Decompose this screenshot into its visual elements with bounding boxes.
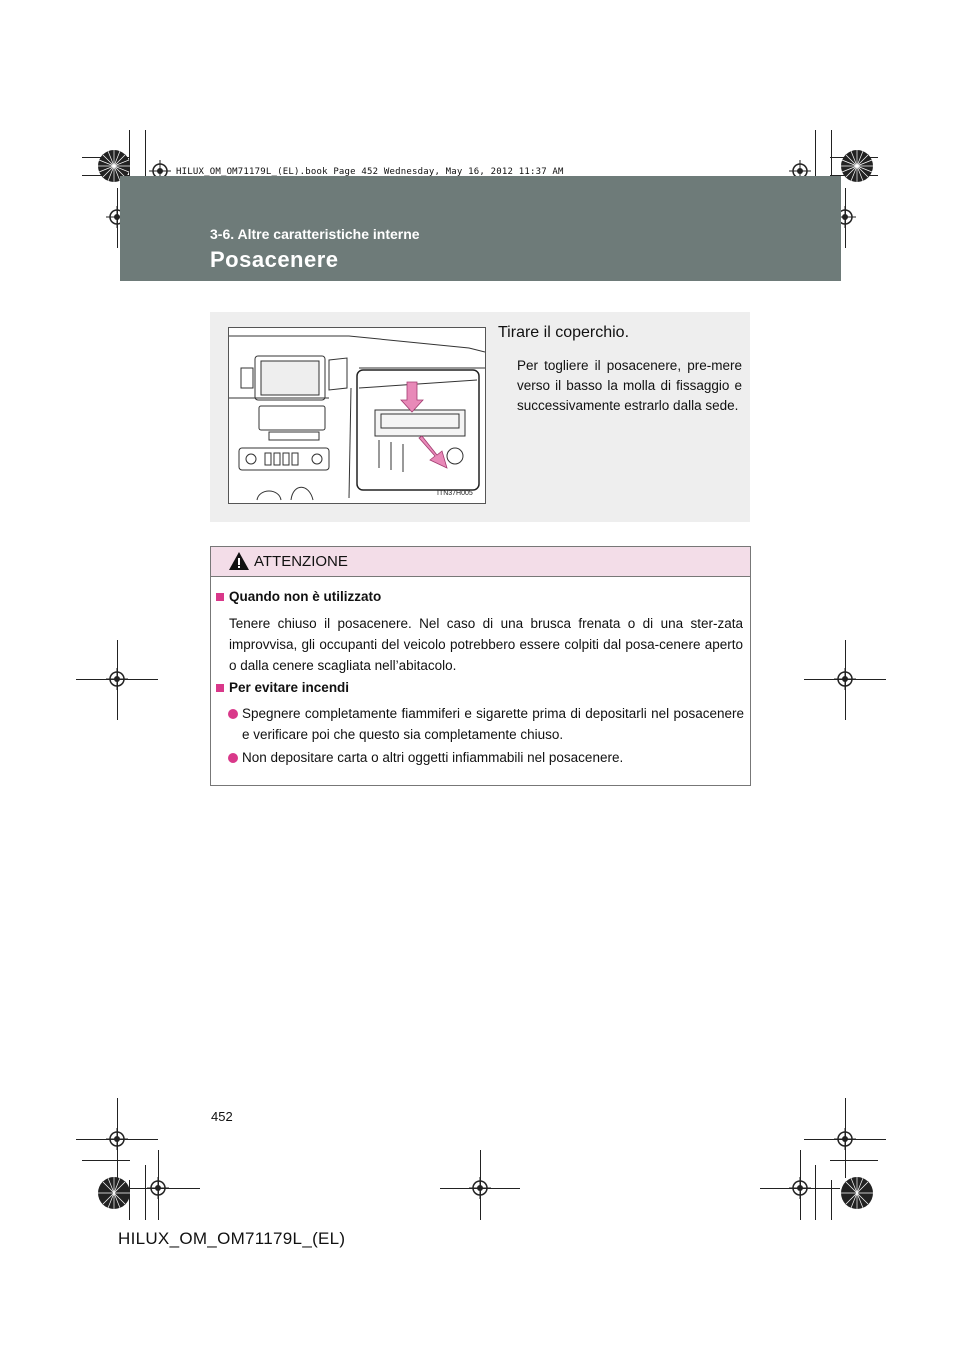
- section-label: 3-6. Altre caratteristiche interne: [210, 226, 420, 242]
- bullet-dot-icon: [228, 709, 238, 719]
- warning-text: Tenere chiuso il posacenere. Nel caso di una brusca frenata o di una ster-zata improvvisa, gli occupanti del veicolo potrebbero essere colpiti dal posa-cenere aperto o dalla cenere scagliata nell’abitacolo.: [229, 616, 743, 673]
- section-square-icon: [216, 593, 224, 601]
- crosshair-mark-icon: [834, 1128, 856, 1150]
- warning-bullet: Non depositare carta o altri oggetti infiammabili nel posacenere.: [242, 750, 624, 765]
- warning-box: [210, 546, 751, 786]
- crosshair-mark-icon: [147, 1177, 169, 1199]
- section-square-icon: [216, 684, 224, 692]
- page-title: Posacenere: [210, 247, 339, 272]
- warning-triangle-icon: [228, 551, 250, 571]
- illustration-code: ITN37H005: [437, 490, 473, 497]
- registration-mark-icon: [96, 1175, 132, 1211]
- registration-mark-icon: [839, 148, 875, 184]
- warning-header: [211, 547, 750, 577]
- warning-title: ATTENZIONE: [254, 553, 348, 570]
- registration-mark-icon: [839, 1175, 875, 1211]
- crosshair-mark-icon: [789, 1177, 811, 1199]
- book-meta: HILUX_OM_OM71179L_(EL).book Page 452 Wednesday, May 16, 2012 11:37 AM: [176, 167, 564, 177]
- dashboard-drawing-icon: [229, 328, 485, 503]
- document-code: HILUX_OM_OM71179L_(EL): [118, 1229, 346, 1248]
- crosshair-mark-icon: [106, 668, 128, 690]
- warning-heading: Per evitare incendi: [229, 680, 350, 695]
- warning-heading: Quando non è utilizzato: [229, 589, 382, 604]
- crosshair-mark-icon: [469, 1177, 491, 1199]
- step-title: Tirare il coperchio.: [498, 324, 630, 341]
- page-number: 452: [211, 1109, 233, 1124]
- step-description: Per togliere il posacenere, pre-mere verso il basso la molla di fissaggio e successivamente estrarlo dalla sede.: [517, 358, 742, 413]
- crosshair-mark-icon: [106, 1128, 128, 1150]
- ashtray-illustration: [228, 327, 486, 504]
- crosshair-mark-icon: [834, 668, 856, 690]
- warning-bullet: Spegnere completamente fiammiferi e sigarette prima di depositarli nel posacenere e verificare poi che questo sia completamente chiuso.: [242, 706, 744, 742]
- bullet-dot-icon: [228, 753, 238, 763]
